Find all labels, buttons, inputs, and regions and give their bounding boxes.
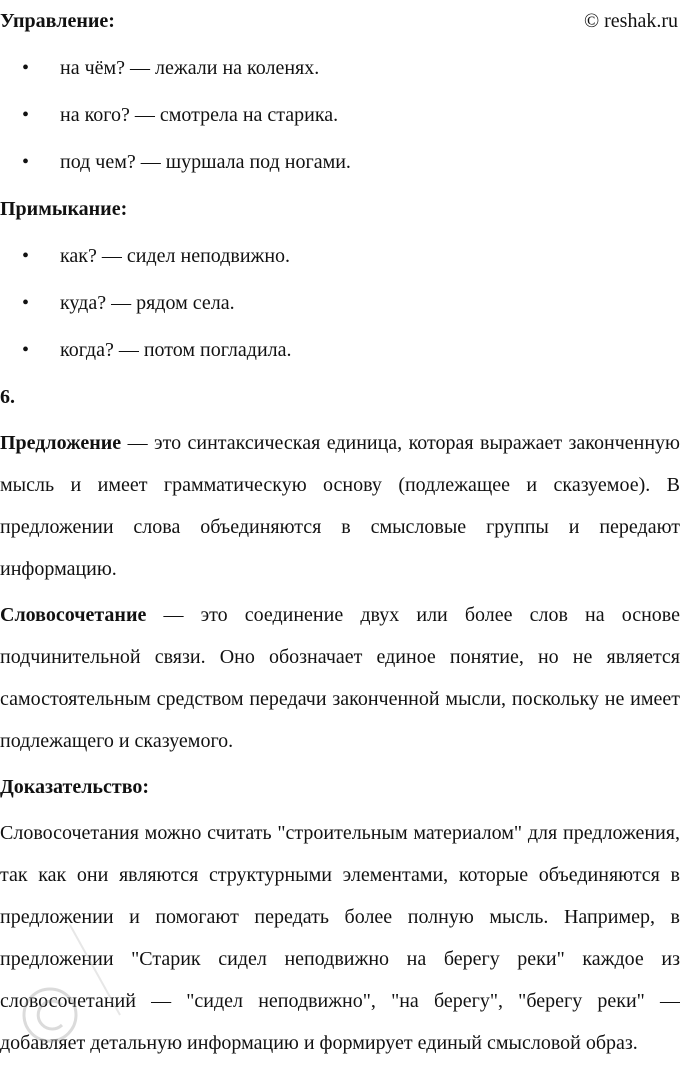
bullet-icon: • — [22, 292, 30, 314]
copyright-label: © reshak.ru — [583, 10, 678, 32]
term: Словосочетание — [0, 604, 147, 626]
header-row — [0, 0, 680, 42]
proof-title: Доказательство: — [0, 776, 150, 798]
list-item-text: когда? — потом погладила. — [60, 339, 292, 361]
section-title-primykanie: Примыкание: — [0, 198, 128, 220]
list-item — [0, 282, 680, 324]
bullet-icon: • — [22, 151, 30, 173]
bullet-icon: • — [22, 57, 30, 79]
list-item — [0, 47, 680, 89]
list-item-text: под чем? — шуршала под ногами. — [60, 151, 351, 173]
task-number: 6. — [0, 386, 15, 408]
list-item — [0, 235, 680, 277]
list-item-text: на чём? — лежали на коленях. — [60, 57, 320, 79]
proof-paragraph: Словосочетания можно считать "строительным материалом" для предложения, так как они являются структурными элементами, которые объединяются в предложении и помогают передать более полную мысль. Например, в предложении "Старик сидел неподвижно на берегу реки" каждое из словосочетаний — "сидел неподвижно", "на берегу", "берегу реки" — добавляет детальную информацию и формирует единый смысловой образ. — [0, 822, 680, 1054]
list-item-text: куда? — рядом села. — [60, 292, 235, 314]
definition: — это соединение двух или более слов на основе подчинительной связи. Оно обозначает единое понятие, но не является самостоятельным средством передачи законченной мысли, поскольку не имеет подлежащего и сказуемого. — [0, 604, 680, 752]
list-item-text: как? — сидел неподвижно. — [60, 245, 291, 267]
list-item-text: на кого? — смотрела на старика. — [60, 104, 339, 126]
list-primykanie — [0, 235, 680, 371]
bullet-icon: • — [22, 339, 30, 361]
bullet-icon: • — [22, 104, 30, 126]
section-title-upravlenie: Управление: — [0, 10, 115, 32]
list-upravlenie — [0, 47, 680, 183]
definition: — это синтаксическая единица, которая выражает законченную мысль и имеет грамматическую основу (подлежащее и сказуемое). В предложении слова объединяются в смысловые группы и передают информацию. — [0, 432, 680, 580]
bullet-icon: • — [22, 245, 30, 267]
paragraph-slovosochetanie — [0, 594, 680, 762]
term: Предложение — [0, 432, 122, 454]
paragraph-predlozhenie — [0, 422, 680, 590]
list-item — [0, 329, 680, 371]
list-item — [0, 94, 680, 136]
list-item — [0, 141, 680, 183]
